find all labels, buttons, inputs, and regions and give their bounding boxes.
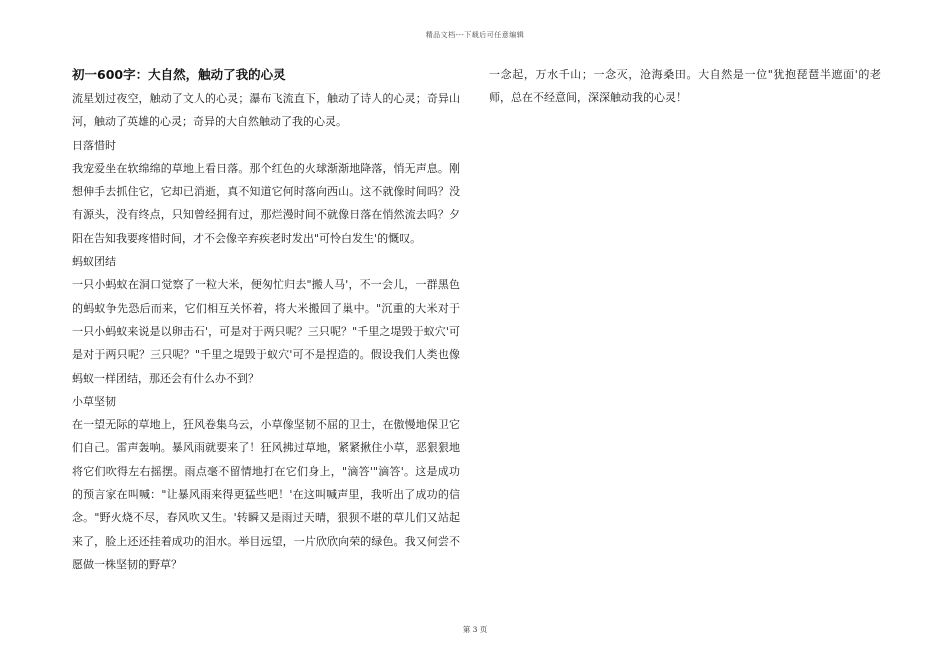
page-header: 精品文档---下载后可任意编辑 — [425, 31, 525, 39]
intro-paragraph: 流星划过夜空，触动了文人的心灵；瀑布飞流直下，触动了诗人的心灵；奇异山河，触动了英雄的心灵；奇异的大自然触动了我的心灵。 — [72, 92, 460, 129]
conclusion-paragraph: 一念起，万水千山；一念灭，沧海桑田。大自然是一位"犹抱琵琶半遮面'的老师，总在不经意间，深深触动我的心灵！ — [489, 68, 881, 105]
section-heading-grass: 小草坚韧 — [72, 394, 116, 408]
article-title: 初一600字：大自然，触动了我的心灵 — [72, 67, 286, 82]
left-column — [72, 64, 460, 576]
ants-paragraph: 一只小蚂蚁在洞口觉察了一粒大米，便匆忙归去"搬人马'，不一会儿，一群黑色的蚂蚁争先恐后而来，它们相互关怀着，将大米搬回了巢中。"沉重的大米对于一只小蚂蚁来说是以卵击石'，可是对于两只呢？三只呢？"千里之堤毁于蚁穴'可是对于两只呢？三只呢？"千里之堤毁于蚁穴'可不是捏造的。假设我们人类也像蚂蚁一样团结，那还会有什么办不到？ — [72, 278, 460, 385]
page-number: 第 3 页 — [462, 625, 488, 634]
section-heading-sunset: 日落惜时 — [72, 138, 116, 152]
grass-paragraph: 在一望无际的草地上，狂风卷集乌云，小草像坚韧不屈的卫士，在傲慢地保卫它们自己。雷声轰响。暴风雨就要来了！狂风拂过草地，紧紧揪住小草，恶狠狠地将它们吹得左右摇摆。雨点毫不留情地打在它们身上，"滴答'"滴答'。这是成功的预言家在叫喊："让暴风雨来得更猛些吧！'在这叫喊声里，我听出了成功的信念。"野火烧不尽，春风吹又生。'转瞬又是雨过天晴，狠狈不堪的草儿们又站起来了，脸上还还挂着成功的泪水。举目远望，一片欣欣向荣的绿色。我又何尝不愿做一株坚韧的野草？ — [72, 418, 460, 571]
section-heading-ants: 蚂蚁团结 — [72, 255, 116, 269]
sunset-paragraph: 我宠爱坐在软绵绵的草地上看日落。那个红色的火球渐渐地降落，悄无声息。刚想伸手去抓住它，它却已消逝，真不知道它何时落向西山。这不就像时间吗？没有源头，没有终点，只知曾经拥有过，那烂漫时间不就像日落在悄然流去吗？夕阳在告知我要疼惜时间，才不会像辛弃疾老时发出"可怜白发生'的慨叹。 — [72, 161, 460, 245]
right-column — [489, 64, 881, 110]
